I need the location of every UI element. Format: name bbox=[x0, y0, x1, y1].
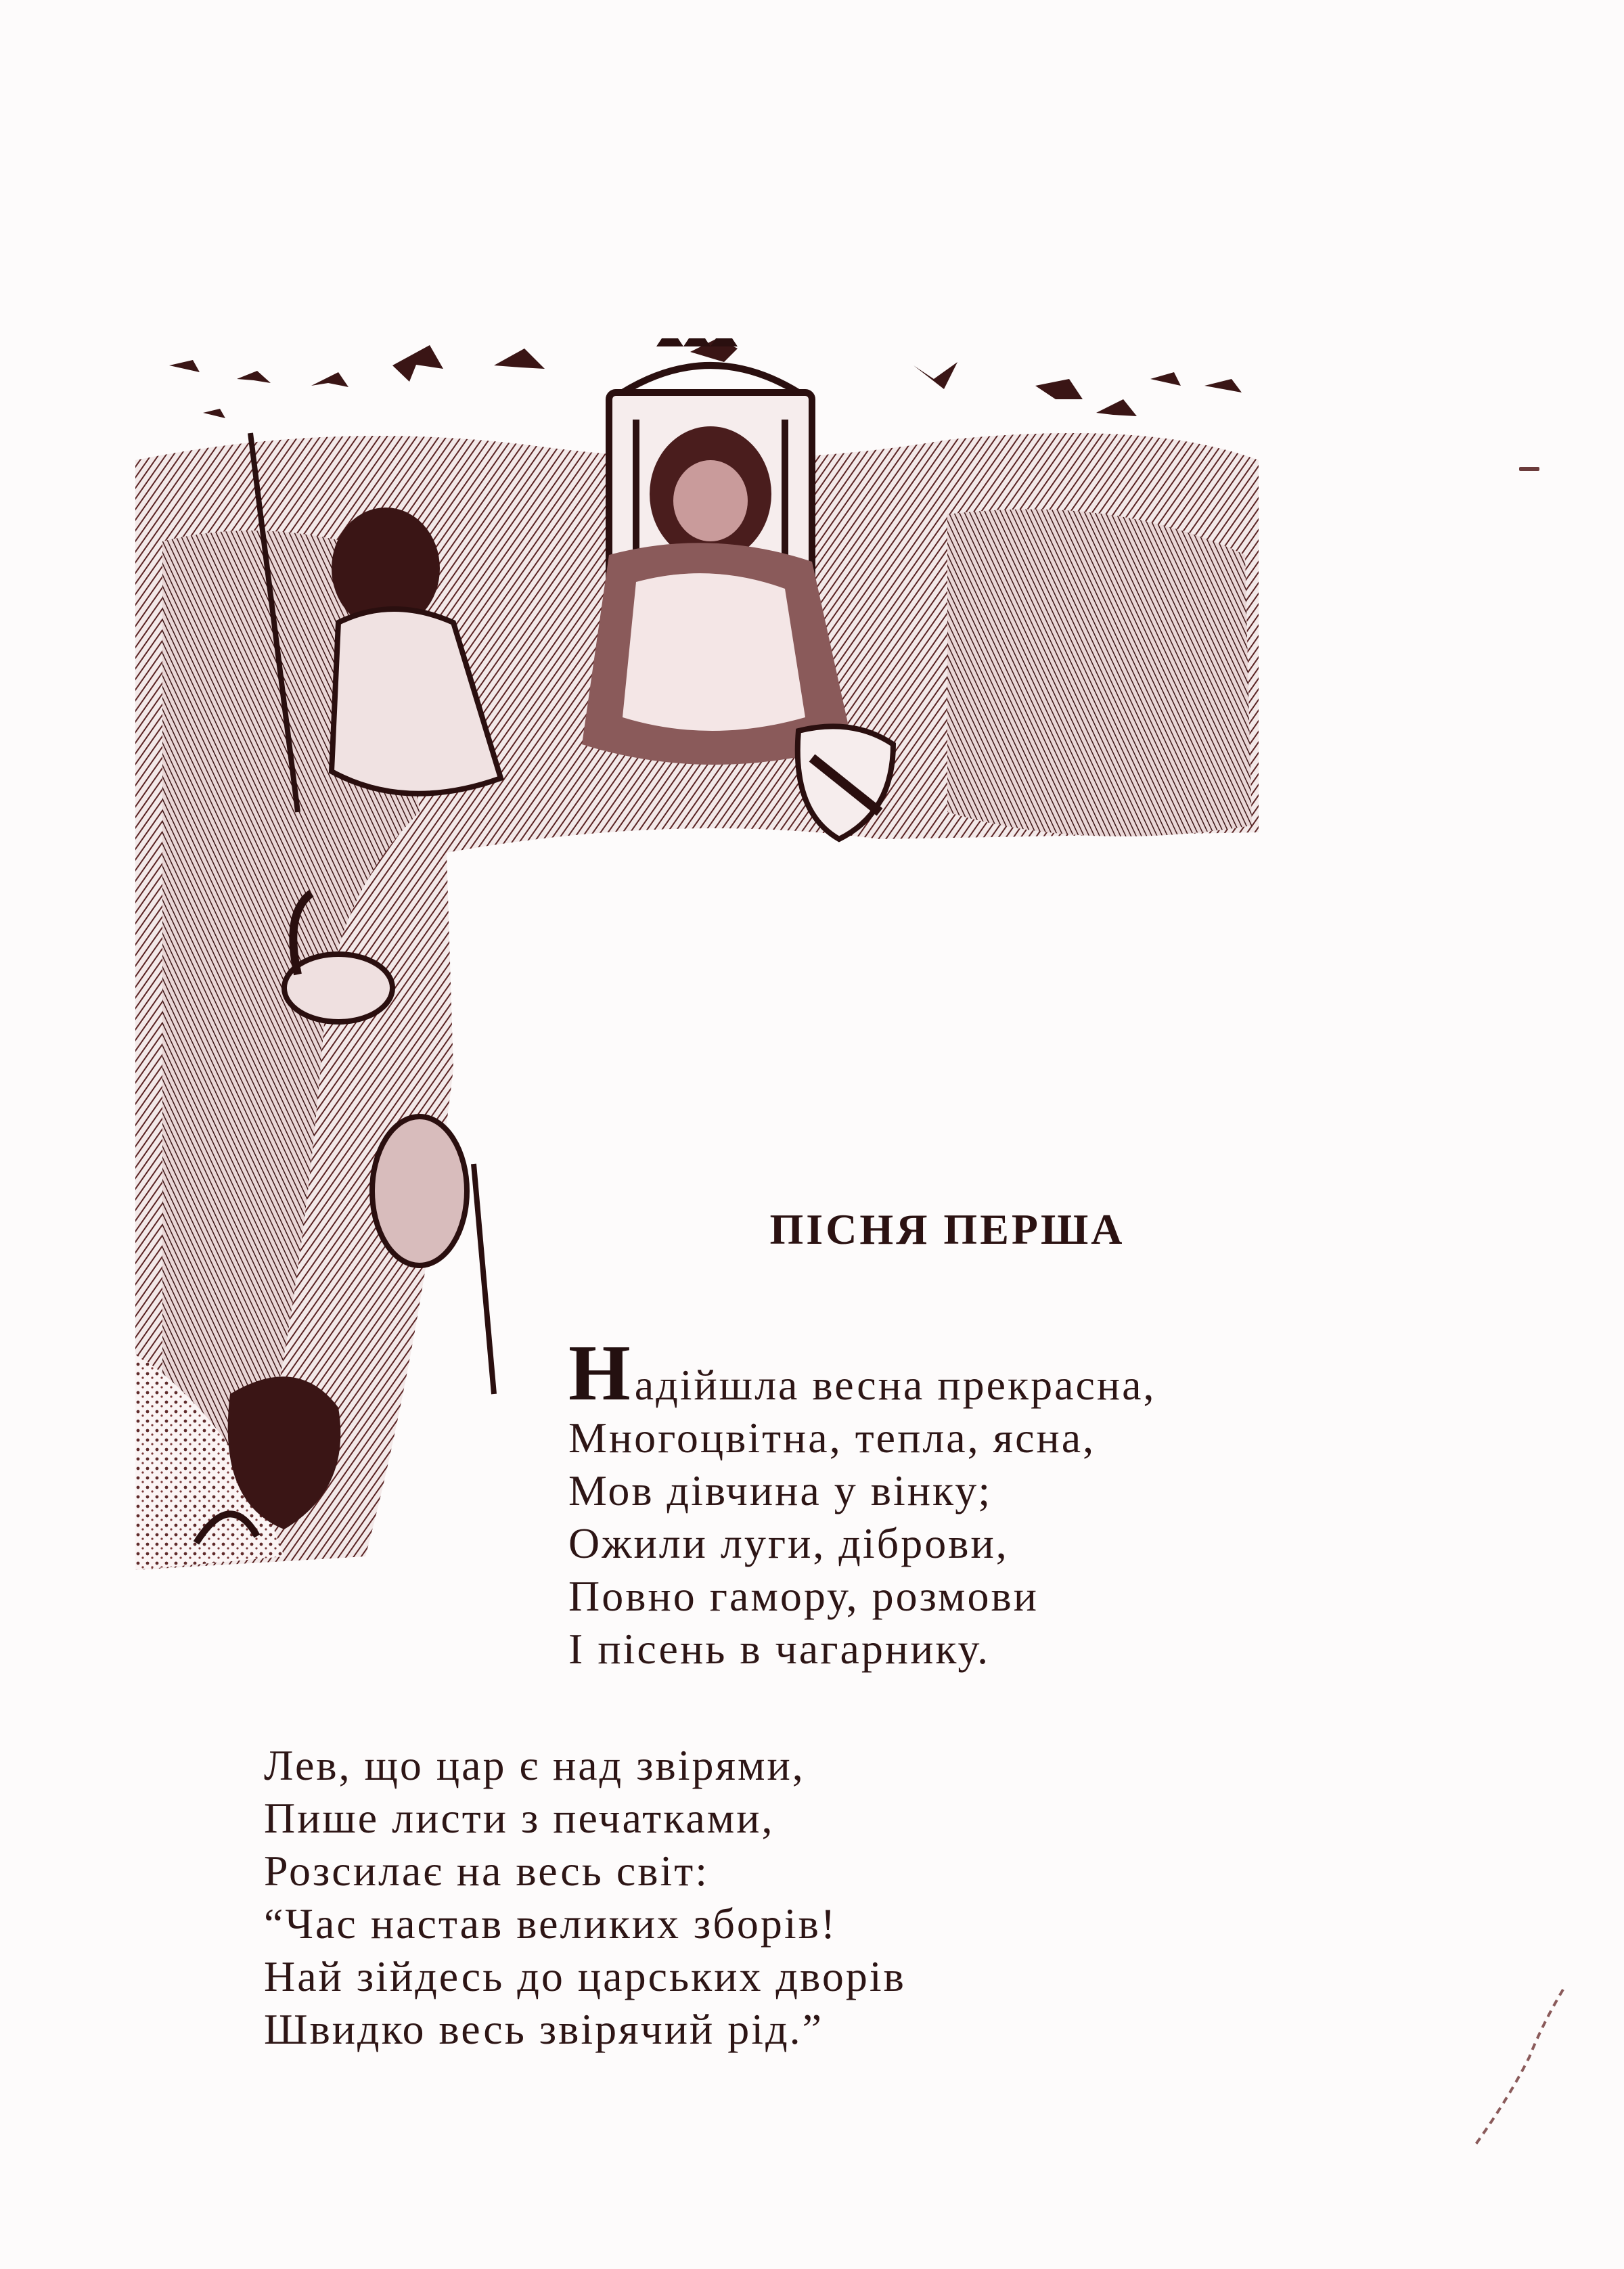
verse-line bbox=[568, 1328, 1448, 1417]
scratch-icon bbox=[1455, 1983, 1577, 2159]
verse-line: Лев, що цар є над звірями, bbox=[264, 1741, 805, 1789]
verse-line: Повно гамору, розмови bbox=[568, 1572, 1039, 1620]
verse-line: Най зійдесь до царських дворів bbox=[264, 1952, 906, 2000]
drop-cap: Н bbox=[568, 1328, 631, 1417]
verse-line: Розсилає на весь світ: bbox=[264, 1847, 709, 1895]
stanza-1 bbox=[568, 1328, 1448, 1676]
verse-line-text: адійшла весна прекрасна, bbox=[634, 1361, 1156, 1409]
verse-line: Пише листи з печатками, bbox=[264, 1794, 775, 1842]
verse-line: Мов дівчина у вінку; bbox=[568, 1466, 993, 1514]
verse-line: Ожили луги, діброви, bbox=[568, 1519, 1009, 1567]
chapter-heading: ПІСНЯ ПЕРША bbox=[769, 1205, 1125, 1253]
verse-line: Швидко весь звірячий рід.” bbox=[264, 2005, 824, 2053]
page-edge-mark bbox=[1455, 1983, 1577, 2159]
margin-mark bbox=[1519, 467, 1539, 471]
verse-line: “Час настав великих зборів! bbox=[264, 1900, 838, 1948]
stanza-2 bbox=[264, 1739, 1414, 2056]
verse-line: Многоцвітна, тепла, ясна, bbox=[568, 1414, 1096, 1462]
verse-line: І пісень в чагарнику. bbox=[568, 1625, 991, 1673]
